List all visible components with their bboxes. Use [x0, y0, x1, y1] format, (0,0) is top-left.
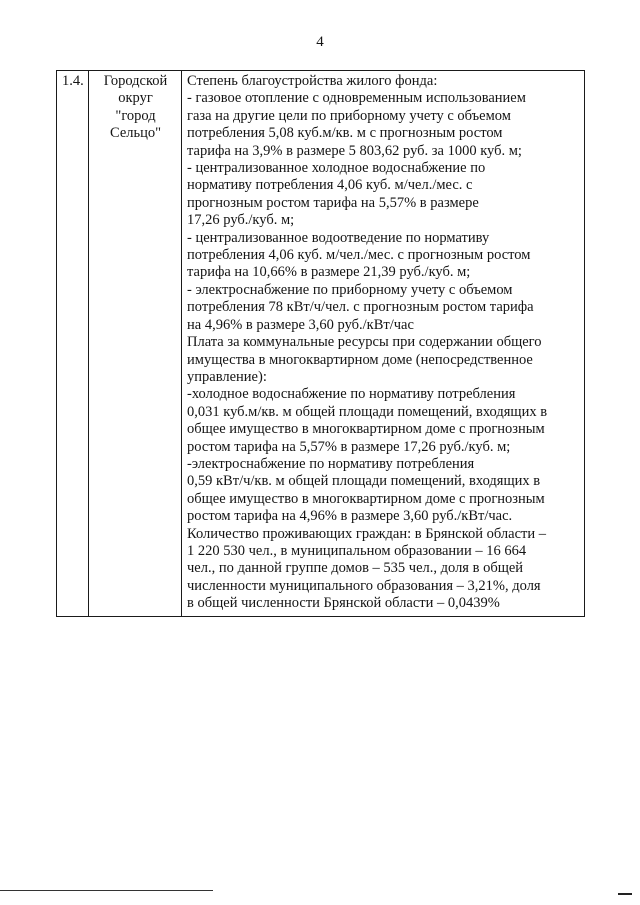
description-line: 17,26 руб./куб. м;: [187, 212, 295, 229]
description-line: - централизованное водоотведение по нормативу: [187, 229, 490, 246]
table-row: [57, 71, 585, 617]
description-line: ростом тарифа на 4,96% в размере 3,60 руб./кВт/час.: [187, 508, 513, 525]
description-line: 1 220 530 чел., в муниципальном образовании – 16 664: [187, 542, 527, 559]
row-number: 1.4.: [62, 73, 84, 89]
description-line: - централизованное холодное водоснабжение по: [187, 160, 486, 177]
description-line: чел., по данной группе домов – 535 чел., доля в общей: [187, 560, 524, 577]
description-line: Степень благоустройства жилого фонда:: [187, 73, 438, 89]
description-line: - электроснабжение по приборному учету с объемом: [187, 281, 513, 298]
description-line: на 4,96% в размере 3,60 руб./кВт/час: [187, 316, 414, 333]
description-line: нормативу потребления 4,06 куб. м/чел./мес. с: [187, 177, 473, 194]
municipality-cell: [89, 71, 182, 617]
description-line: ростом тарифа на 5,57% в размере 17,26 руб./куб. м;: [187, 438, 511, 455]
tariff-table: [56, 70, 585, 617]
description-line: 0,59 кВт/ч/кв. м общей площади помещений, входящих в: [187, 473, 541, 490]
scan-mark: [618, 893, 632, 895]
description-line: потребления 78 кВт/ч/чел. с прогнозным ростом тарифа: [187, 299, 534, 316]
municipality-name-line: "город: [115, 107, 156, 124]
description-line: общее имущество в многоквартирном доме с прогнозным: [187, 490, 545, 507]
description-line: численности муниципального образования – 3,21%, доля: [187, 577, 541, 594]
description-line: имущества в многоквартирном доме (непосредственное: [187, 351, 533, 368]
description-line: - газовое отопление с одновременным использованием: [187, 90, 526, 107]
description-line: -электроснабжение по нормативу потребления: [187, 455, 475, 472]
description-line: тарифа на 10,66% в размере 21,39 руб./куб. м;: [187, 264, 471, 281]
description-line: газа на другие цели по приборному учету с объемом: [187, 107, 511, 124]
municipality-name-line: Сельцо": [109, 125, 162, 142]
description-line: потребления 5,08 куб.м/кв. м с прогнозным ростом: [187, 125, 503, 142]
description-line: прогнозным ростом тарифа на 5,57% в размере: [187, 194, 479, 211]
page-number: 4: [316, 34, 324, 50]
description-line: Плата за коммунальные ресурсы при содержании общего: [187, 334, 542, 351]
municipality-name-line: округ: [118, 90, 153, 107]
description-line: Количество проживающих граждан: в Брянской области –: [187, 525, 546, 542]
footer-rule: [0, 890, 213, 891]
description-line: общее имущество в многоквартирном доме с прогнозным: [187, 421, 545, 438]
description-line: -холодное водоснабжение по нормативу потребления: [187, 386, 516, 403]
description-line: тарифа на 3,9% в размере 5 803,62 руб. за 1000 куб. м;: [187, 142, 522, 159]
description-line: потребления 4,06 куб. м/чел./мес. с прогнозным ростом: [187, 247, 531, 264]
description-line: 0,031 куб.м/кв. м общей площади помещений, входящих в: [187, 403, 548, 420]
description-line: управление):: [187, 368, 267, 385]
description-cell: [182, 71, 585, 617]
description-line: в общей численности Брянской области – 0,0439%: [187, 595, 500, 612]
municipality-name-line: Городской: [103, 73, 168, 89]
row-number-cell: [57, 71, 89, 617]
